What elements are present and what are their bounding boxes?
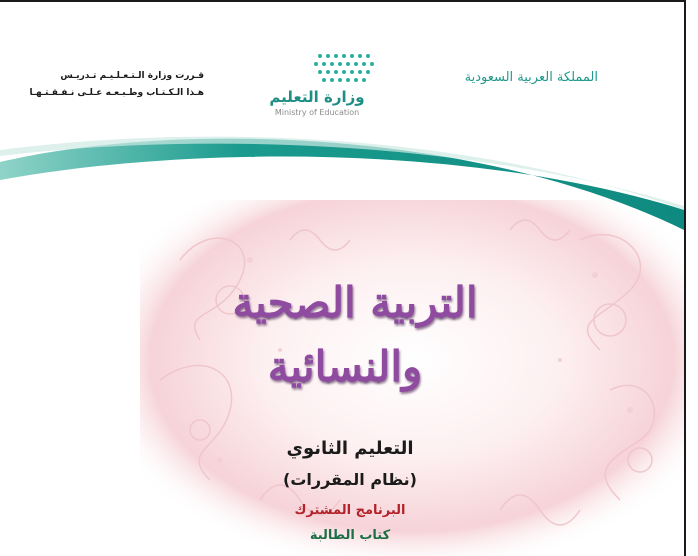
approval-statement-line-1: قـررت وزارة الـتـعـلـيـم تـدريـس [60, 71, 204, 81]
kingdom-label: المملكة العربية السعودية [464, 70, 598, 85]
teal-swoosh-band [0, 110, 684, 240]
top-border-line [0, 0, 684, 2]
book-title-line-2: والنسائية [267, 342, 423, 391]
ministry-name-english: Ministry of Education [274, 108, 360, 117]
book-type: كتاب الطالبة [309, 528, 391, 543]
ministry-name-arabic: وزارة التعليم [269, 88, 365, 106]
course-system: (نظام المقررات) [283, 470, 417, 489]
right-border-line [684, 0, 686, 556]
book-title-line-1: التربية الصحية [232, 278, 478, 327]
approval-statement-line-2: هـذا الـكـتـاب وطـبـعـه عـلـى نـفـقـتـهـا [29, 88, 204, 98]
program-name: البرنامج المشترك [294, 503, 406, 518]
education-stage: التعليم الثانوي [286, 438, 414, 459]
